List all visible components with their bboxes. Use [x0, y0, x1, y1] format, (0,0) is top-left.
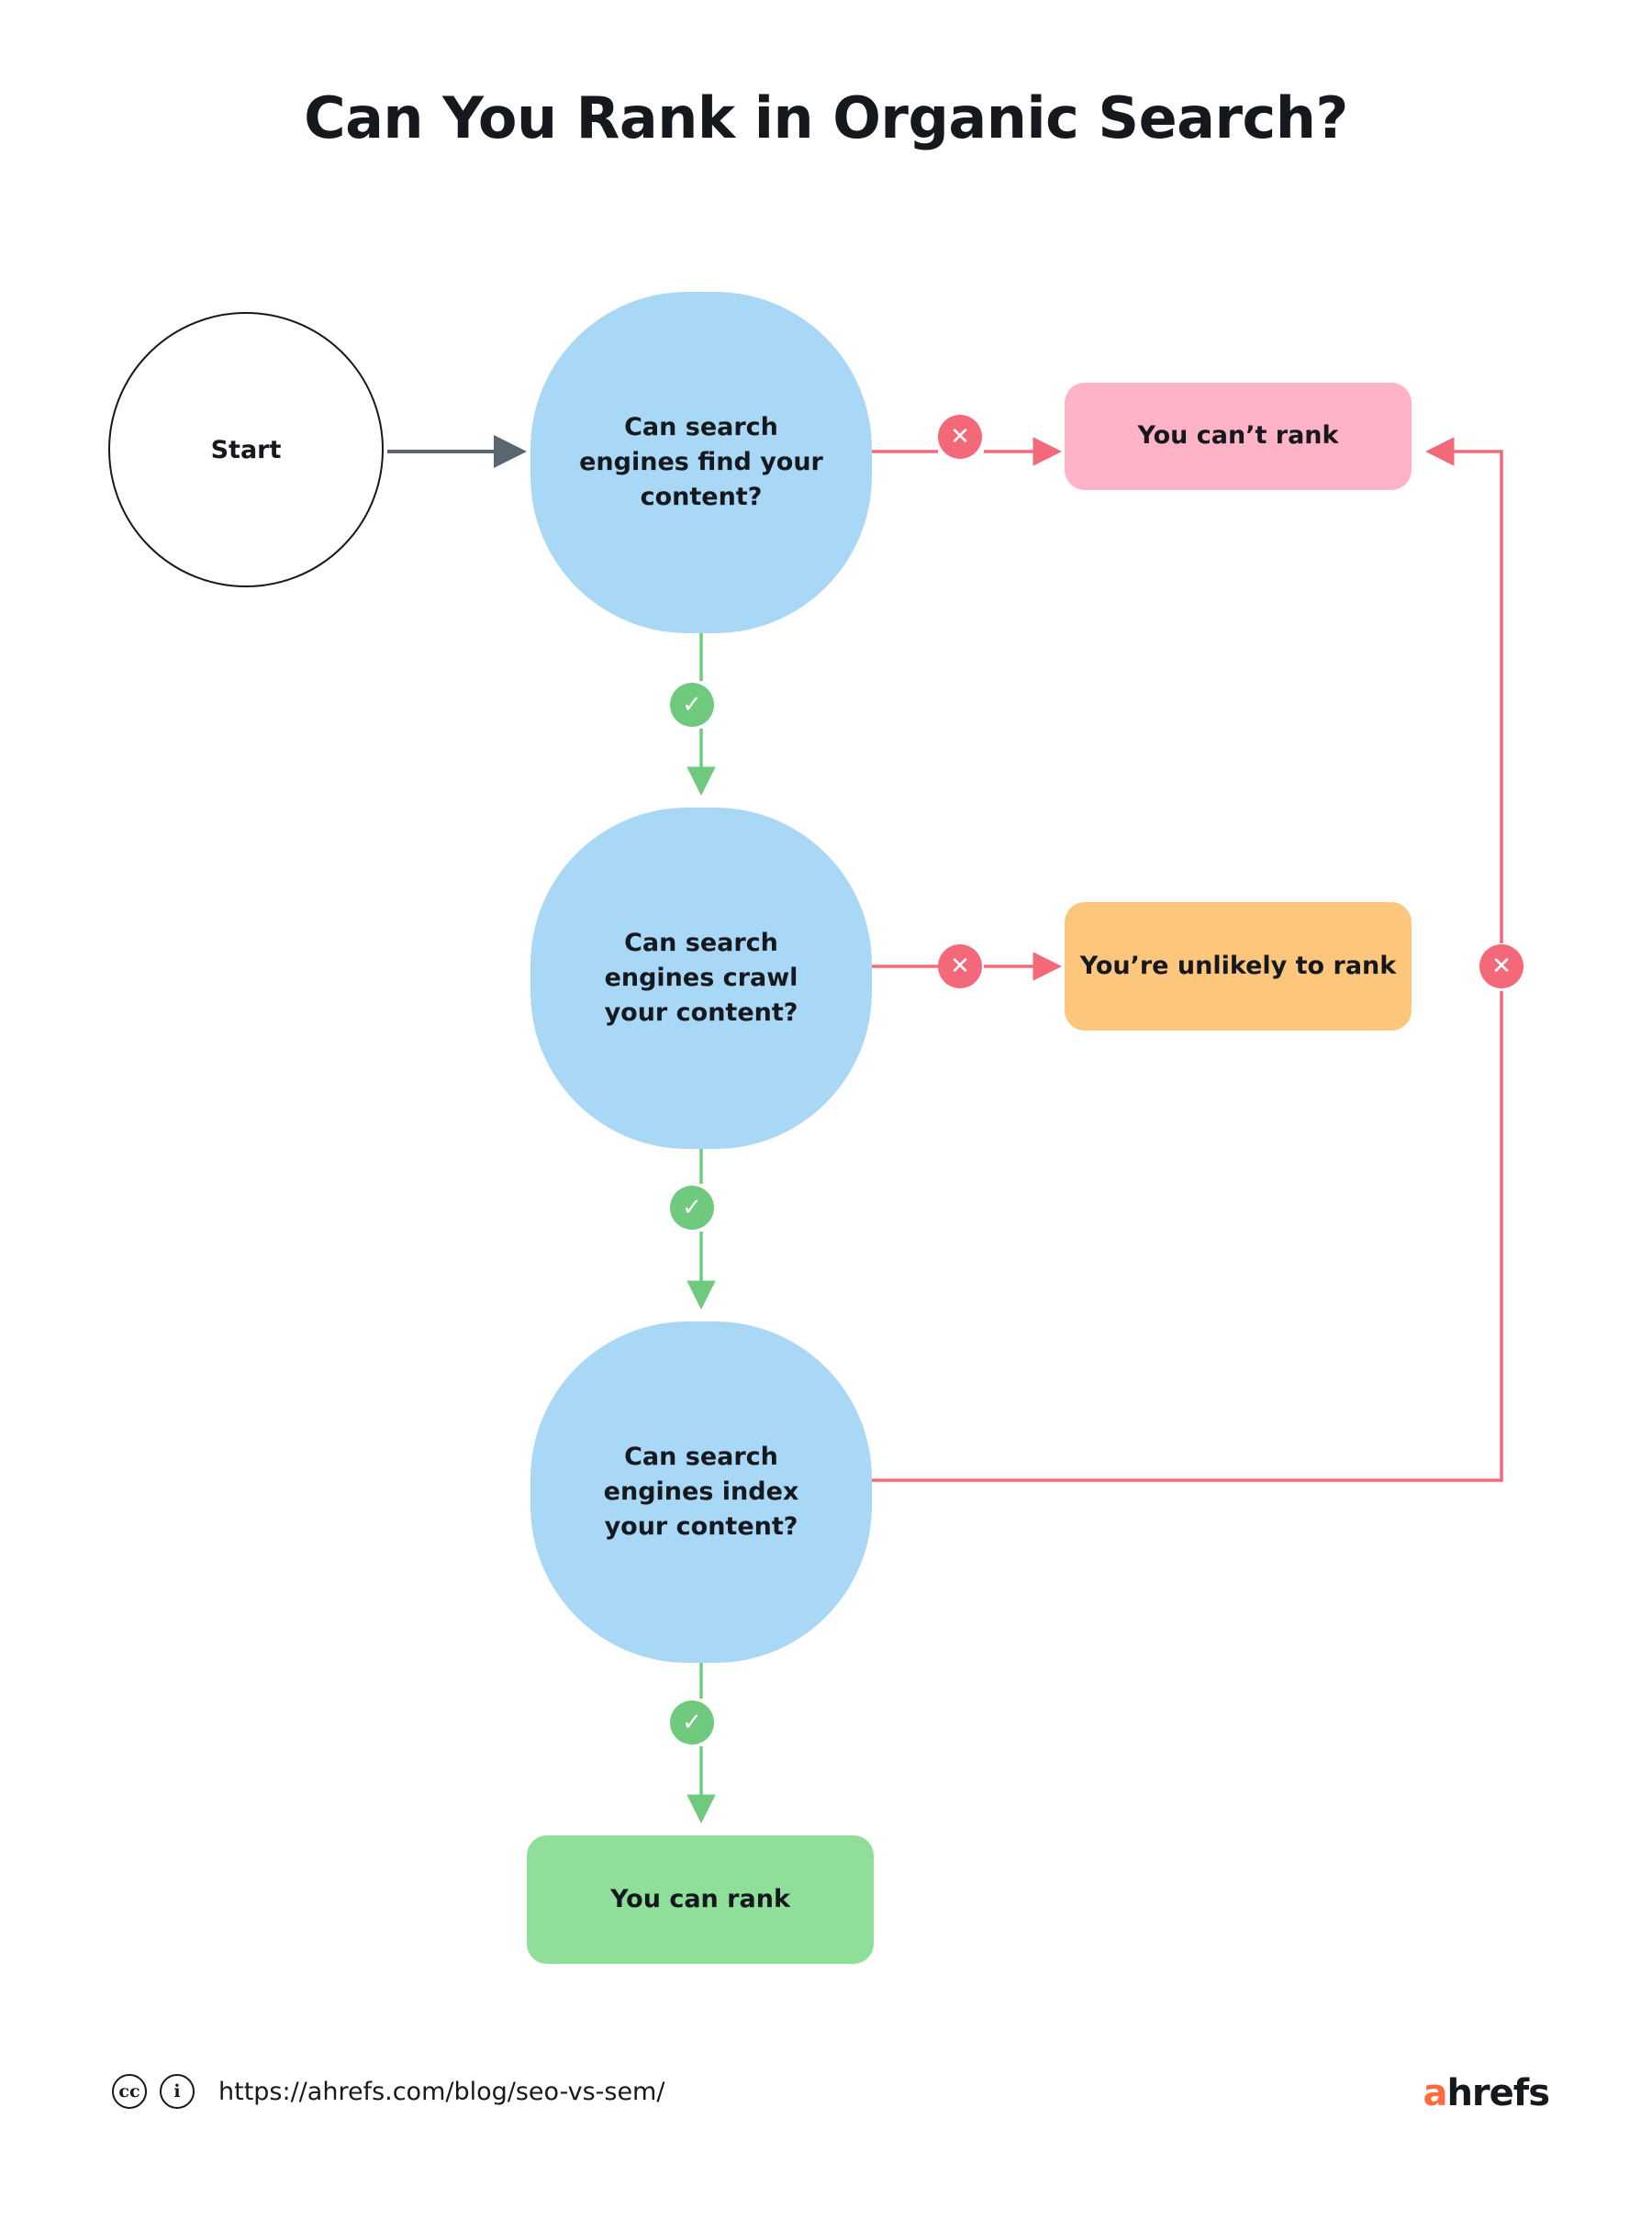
page-title: Can You Rank in Organic Search?	[304, 84, 1348, 151]
node-decision-crawl[interactable]	[530, 808, 872, 1149]
node-decision-crawl-label: Can search engines crawl your content?	[604, 928, 798, 1028]
node-decision-find-label: Can search engines find your content?	[579, 412, 823, 512]
node-outcome-cant-rank[interactable]	[1065, 383, 1412, 490]
node-start[interactable]	[108, 312, 384, 587]
node-decision-index[interactable]	[530, 1321, 872, 1663]
no-badge-icon: ✕	[1479, 944, 1524, 988]
node-decision-index-label: Can search engines index your content?	[603, 1442, 799, 1542]
node-outcome-unlikely-rank-label: You’re unlikely to rank	[1079, 951, 1397, 980]
node-outcome-cant-rank-label: You can’t rank	[1137, 421, 1339, 451]
node-decision-find[interactable]	[530, 292, 872, 633]
node-outcome-can-rank[interactable]	[527, 1835, 874, 1964]
creative-commons-icon: cc	[112, 2074, 147, 2109]
footer-attribution	[112, 2074, 664, 2109]
yes-badge-icon: ✓	[670, 1700, 714, 1745]
footer	[0, 2065, 1652, 2166]
creative-commons-by-icon: i	[160, 2074, 195, 2109]
ahrefs-logo-rest: hrefs	[1446, 2072, 1549, 2114]
no-badge-icon: ✕	[938, 415, 982, 459]
yes-badge-icon: ✓	[670, 1186, 714, 1230]
node-outcome-can-rank-label: You can rank	[610, 1884, 790, 1913]
source-url[interactable]: https://ahrefs.com/blog/seo-vs-sem/	[218, 2077, 665, 2106]
node-start-label: Start	[210, 435, 282, 464]
ahrefs-logo[interactable]	[1423, 2072, 1549, 2114]
node-outcome-unlikely-rank[interactable]	[1065, 902, 1412, 1031]
no-badge-icon: ✕	[938, 944, 982, 988]
ahrefs-logo-a: a	[1423, 2072, 1447, 2114]
yes-badge-icon: ✓	[670, 683, 714, 727]
